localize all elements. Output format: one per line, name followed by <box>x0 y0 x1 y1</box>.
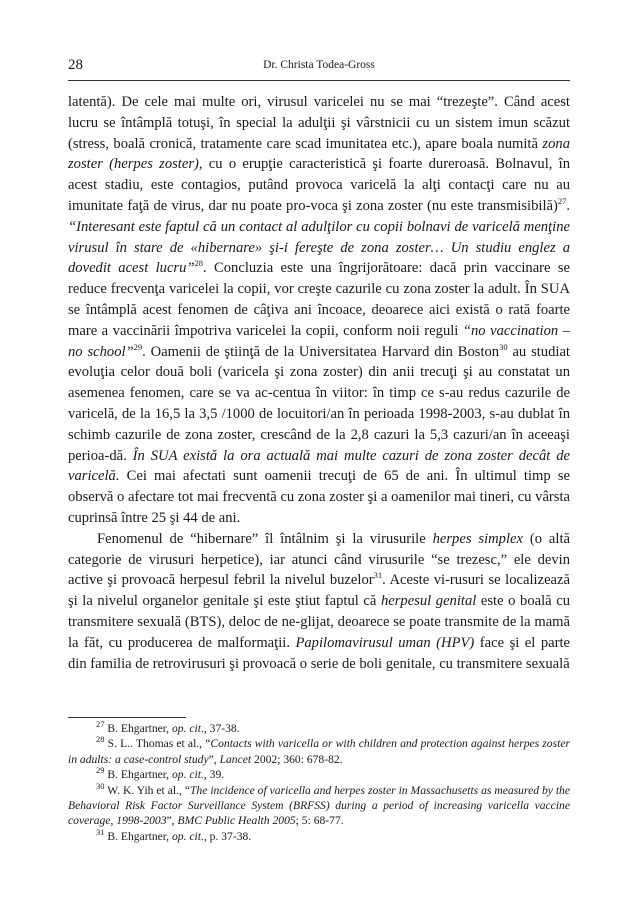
page-header <box>68 57 570 79</box>
text-run: p. 37-38. <box>206 829 252 843</box>
text-run: . <box>566 197 570 214</box>
text-run: Cei mai afectati sunt oamenii trecuţi de 65 de ani. În ultimul timp se observă o afectare tot mai frecventă cu zona zoster şi a oamenilor mai tineri, cu vârsta cuprinsă între 25 şi 44 de ani. <box>68 468 570 526</box>
text-run: 39. <box>206 768 225 782</box>
italic-journal: Lancet <box>219 752 252 766</box>
header-rule <box>68 80 570 81</box>
italic-ref: op. cit., <box>171 829 207 843</box>
italic-term: zona zoster (herpes zoster), <box>68 135 570 173</box>
italic-term: Papilomavirusul uman (HPV) <box>295 634 475 651</box>
footnote-30 <box>68 780 570 829</box>
italic-quote: “no vaccination – no school” <box>68 322 570 360</box>
footnote-ref-27: 27 <box>557 196 567 207</box>
italic-ref: op. cit., <box>171 768 207 782</box>
text-run: B. Ehgartner, <box>104 768 172 782</box>
text-run: ., 37-38. <box>200 722 240 735</box>
italic-journal: BMC Public Health 2005 <box>177 814 296 828</box>
footnote-ref-28: 28 <box>194 258 204 269</box>
running-head: Dr. Christa Todea-Gross <box>263 59 375 71</box>
footnote-27 <box>68 721 570 736</box>
text-run: latentă). De cele mai multe ori, virusul varicelei nu se mai “trezeşte”. Când acest lucru se întâmplă totuşi, în special la adulţii şi vârstnicii cu un sistem imun scăzut (stress, boală cronică, tratamente care scad imunitatea etc.), apare boala numită <box>68 94 570 152</box>
footnote-rule <box>68 717 186 718</box>
italic-title: Contacts with varicella or with children and protection against herpes zoster in adults: a case-control study <box>68 737 570 766</box>
text-run: au studiat evoluţia celor două boli (varicela şi zona zoster) din anii trecuţi şi au constatat un asemenea fenomen, care se va ac-centua în viitor: în timp ce s-au redus cazurile de varicelă, de la 16,5 la 3,5 /1000 de locuitori/an în perioada 1998-2003, s-au dublat în schimb cazurile de zona zoster, crescând de la 2,8 cazuri la 5,3 cazuri/an în aceeaşi perioa-dă. <box>68 343 570 464</box>
footnote-28 <box>68 736 570 767</box>
italic-quote: “Interesant este faptul că un contact al adulţilor cu copii bolnavi de varicelă menţine virusul în stare de «hibernare» şi-i fereşte de zona zoster… Un studiu englez a dovedit acest lucru” <box>68 218 570 277</box>
text-run: Fenomenul de “hibernare” îl întâlnim şi la virusurile <box>97 530 433 547</box>
text-run: 2002; 360: 678-82. <box>251 752 343 766</box>
footnotes <box>68 721 570 844</box>
footnote-ref-30: 30 <box>499 341 508 352</box>
text-run: S. L.. Thomas et al., “ <box>104 737 211 751</box>
text-run: . Oamenii de ştiinţă de la Universitatea Harvard din Boston <box>142 343 500 360</box>
italic-term: herpesul genital <box>380 593 477 610</box>
text-run: este o boală cu transmitere sexuală (BTS), deloc de ne-glijat, deoarece se poate transmite de la mamă la făt, cu producerea de malformaţii. <box>68 593 570 651</box>
italic-ref: op. cit <box>171 722 201 735</box>
footnote-ref-29: 29 <box>133 341 143 352</box>
footnote-31 <box>68 826 570 844</box>
text-run: ”, <box>208 752 220 766</box>
text-run: cu o erupţie caracteristică şi foarte dureroasă. Bolnavul, în acest stadiu, este contagios, putând provoca varicelă la alţi contacţi care nu au imunitate faţă de virus, dar nu poate pro-voca şi zona zoster (nu este transmisibilă) <box>68 156 570 214</box>
italic-term: herpes simplex <box>432 530 523 547</box>
footnote-ref-31: 31 <box>373 570 383 581</box>
text-run: ”, <box>166 814 178 828</box>
text-run: ; 5: 68-77. <box>295 814 344 828</box>
footnote-number: 30 <box>96 780 105 791</box>
footnote-number: 29 <box>96 765 105 776</box>
footnote-29 <box>68 767 570 782</box>
page-number: 28 <box>68 57 83 73</box>
text-run: . Aceste vi-rusuri se localizează şi la nivelul organelor genitale şi este ştiut faptul că <box>68 572 570 610</box>
footnote-number: 31 <box>96 826 105 837</box>
text-run: (o altă categorie de virusuri herpetice), iar atunci când virusurile “se trezesc,” ele devin active şi provoacă herpesul febril la nivelul buzelor <box>68 530 570 589</box>
body-text <box>68 92 570 674</box>
text-run: B. Ehgartner, <box>104 829 172 843</box>
footnote-number: 27 <box>96 719 105 730</box>
text-run: W. K. Yih et al., “ <box>104 783 190 797</box>
text-run: . Concluzia este una îngrijorătoare: dacă prin vaccinare se reduce frecvenţa varicelei la copii, vor creşte cazurile cu zona zoster la adult. În SUA se întâmplă acest fenomen de câţiva ani încoace, deoarece aici există o rată foarte mare a vaccinării împotriva varicelei la copii, conform noii reguli <box>68 260 570 339</box>
paragraph-2 <box>68 529 570 675</box>
paragraph-1 <box>68 92 570 529</box>
italic-emphasis: În SUA există la ora actuală mai multe cazuri de zona zoster decât de varicelă. <box>68 447 570 485</box>
text-run: B. Ehgartner, <box>104 722 172 735</box>
italic-title: The incidence of varicella and herpes zoster in Massachusetts as measured by the Behavioral Risk Factor Surveillance System (BRFSS) during a period of increasing varicella vaccine coverage, 1998-2003 <box>68 783 570 828</box>
text-run: face şi el parte din familia de retrovirusuri şi provoacă o serie de boli genitale, cu transmitere sexuală <box>68 634 570 672</box>
footnote-number: 28 <box>96 734 105 745</box>
